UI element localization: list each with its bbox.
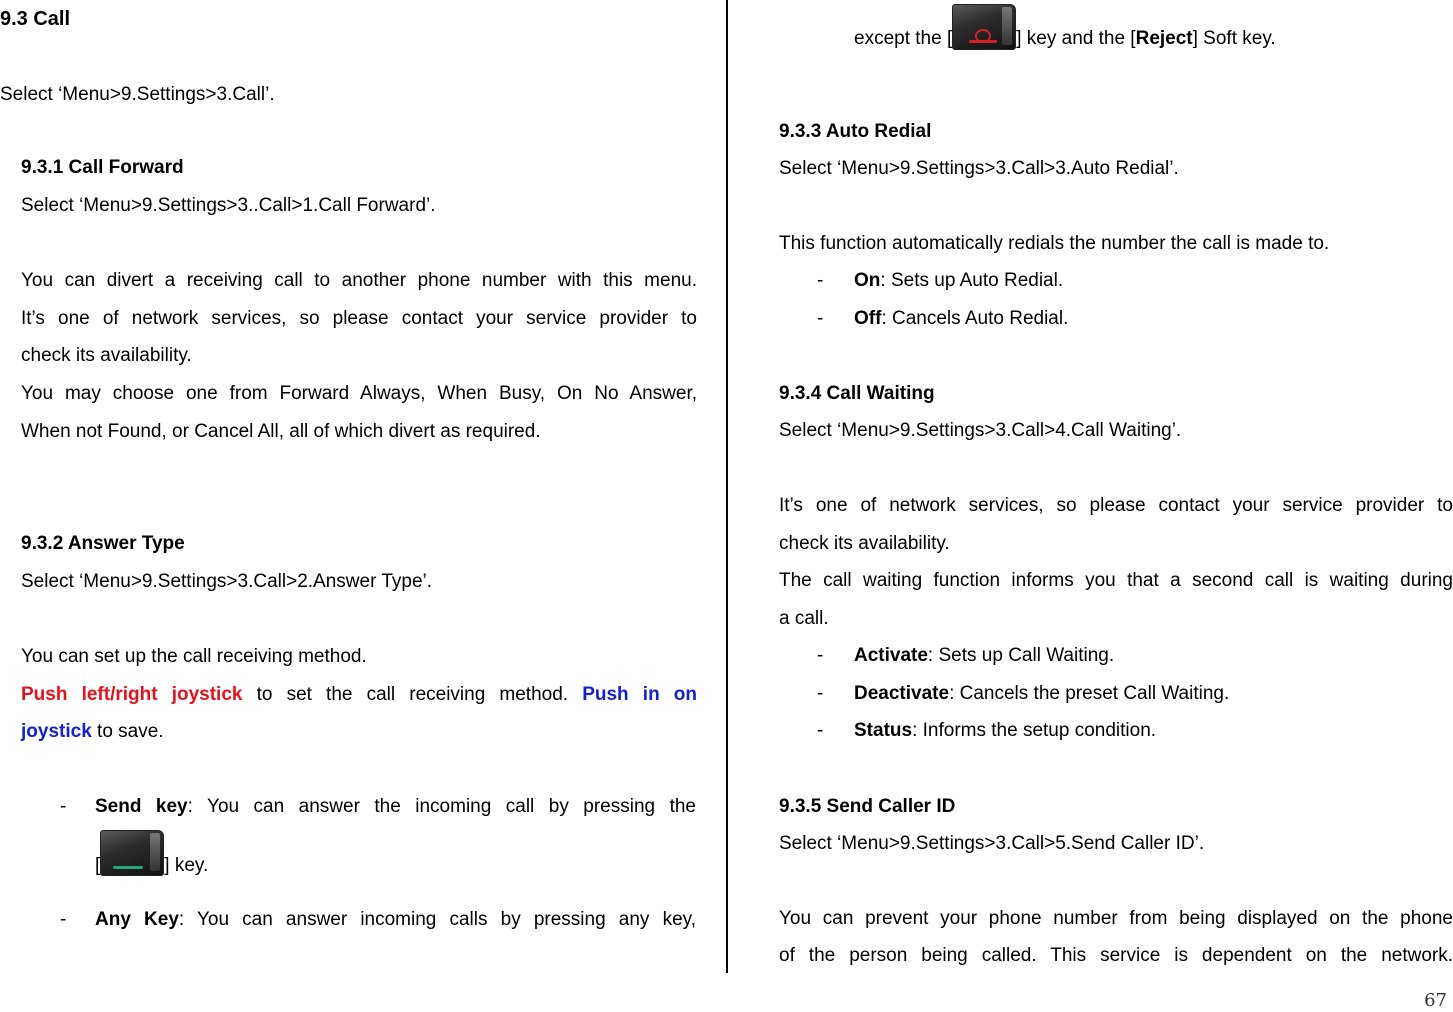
off-label: Off	[854, 308, 882, 329]
cont-mid: ] key and the [	[1016, 28, 1136, 49]
call-waiting-line3: The call waiting function informs you that a second call is waiting during	[779, 570, 1453, 591]
auto-redial-path: Select ‘Menu>9.Settings>3.Call>3.Auto Redial’.	[779, 158, 1179, 179]
answer-type-joystick-line	[21, 684, 697, 706]
call-forward-line1: You can divert a receiving call to another phone number with this menu.	[21, 270, 697, 291]
any-key-continuation	[854, 4, 1276, 50]
call-waiting-title: 9.3.4 Call Waiting	[779, 383, 935, 404]
on-item	[854, 270, 1063, 292]
send-key-text: : You can answer the incoming call by pressing the	[187, 796, 696, 817]
on-dash: -	[817, 270, 824, 291]
status-dash: -	[817, 720, 824, 741]
send-bracket-open: [	[95, 855, 101, 876]
status-label: Status	[854, 720, 913, 741]
deactivate-dash: -	[817, 683, 824, 704]
deactivate-item	[854, 683, 1229, 705]
call-forward-line2: It’s one of network services, so please contact your service provider to	[21, 308, 697, 329]
caller-id-line2: of the person being called. This service is dependent on the network.	[779, 945, 1453, 966]
auto-redial-desc: This function automatically redials the number the call is made to.	[779, 233, 1330, 254]
send-bracket-close: ] key.	[164, 855, 209, 876]
call-waiting-line2: check its availability.	[779, 533, 950, 554]
activate-label: Activate	[854, 645, 928, 666]
send-key-dash: -	[60, 796, 67, 817]
to-save: to save.	[97, 721, 164, 742]
deactivate-label: Deactivate	[854, 683, 950, 704]
call-waiting-path: Select ‘Menu>9.Settings>3.Call>4.Call Waiting’.	[779, 420, 1182, 441]
any-key-item	[95, 909, 696, 931]
send-key-icon	[100, 830, 164, 876]
joystick-word: joystick	[21, 721, 92, 742]
call-forward-line3: check its availability.	[21, 345, 192, 366]
answer-type-title: 9.3.2 Answer Type	[21, 533, 185, 554]
call-forward-line4: You may choose one from Forward Always, When Busy, On No Answer,	[21, 383, 697, 404]
send-key-label: Send key	[95, 796, 188, 817]
end-key-icon	[952, 4, 1016, 50]
answer-type-path: Select ‘Menu>9.Settings>3.Call>2.Answer Type’.	[21, 571, 433, 592]
caller-id-line1: You can prevent your phone number from being displayed on the phone	[779, 908, 1453, 929]
off-item	[854, 308, 1068, 330]
push-left-right-rest: to set the call receiving method.	[256, 684, 569, 705]
call-forward-path: Select ‘Menu>9.Settings>3..Call>1.Call Forward’.	[21, 195, 436, 216]
off-text: : Cancels Auto Redial.	[881, 308, 1069, 329]
deactivate-text: : Cancels the preset Call Waiting.	[949, 683, 1230, 704]
call-waiting-line1: It’s one of network services, so please contact your service provider to	[779, 495, 1453, 516]
push-left-right-joystick: Push left/right joystick	[21, 684, 243, 705]
activate-item	[854, 645, 1114, 667]
status-item	[854, 720, 1156, 742]
answer-type-line1: You can set up the call receiving method.	[21, 646, 367, 667]
answer-type-save-line	[21, 721, 164, 743]
call-forward-title: 9.3.1 Call Forward	[21, 157, 184, 178]
on-label: On	[854, 270, 881, 291]
auto-redial-title: 9.3.3 Auto Redial	[779, 121, 932, 142]
send-key-line2	[95, 830, 208, 876]
caller-id-path: Select ‘Menu>9.Settings>3.Call>5.Send Caller ID’.	[779, 833, 1205, 854]
off-dash: -	[817, 308, 824, 329]
cont-post: ] Soft key.	[1192, 28, 1276, 49]
section-title: 9.3 Call	[0, 8, 71, 30]
caller-id-title: 9.3.5 Send Caller ID	[779, 796, 956, 817]
any-key-dash: -	[60, 909, 67, 930]
section-path: Select ‘Menu>9.Settings>3.Call’.	[0, 84, 275, 105]
status-text: : Informs the setup condition.	[912, 720, 1157, 741]
send-key-item	[95, 796, 696, 818]
any-key-label: Any Key	[95, 909, 179, 930]
reject-softkey-label: Reject	[1135, 28, 1193, 49]
call-waiting-line4: a call.	[779, 608, 829, 629]
activate-text: : Sets up Call Waiting.	[927, 645, 1115, 666]
any-key-text: : You can answer incoming calls by pressing any key,	[178, 909, 696, 930]
on-text: : Sets up Auto Redial.	[880, 270, 1064, 291]
column-divider	[726, 0, 728, 973]
push-in-on: Push in on	[582, 684, 698, 705]
activate-dash: -	[817, 645, 824, 666]
call-forward-line5: When not Found, or Cancel All, all of which divert as required.	[21, 421, 541, 442]
cont-pre: except the [	[854, 28, 953, 49]
page-number: 67	[1424, 990, 1447, 1011]
